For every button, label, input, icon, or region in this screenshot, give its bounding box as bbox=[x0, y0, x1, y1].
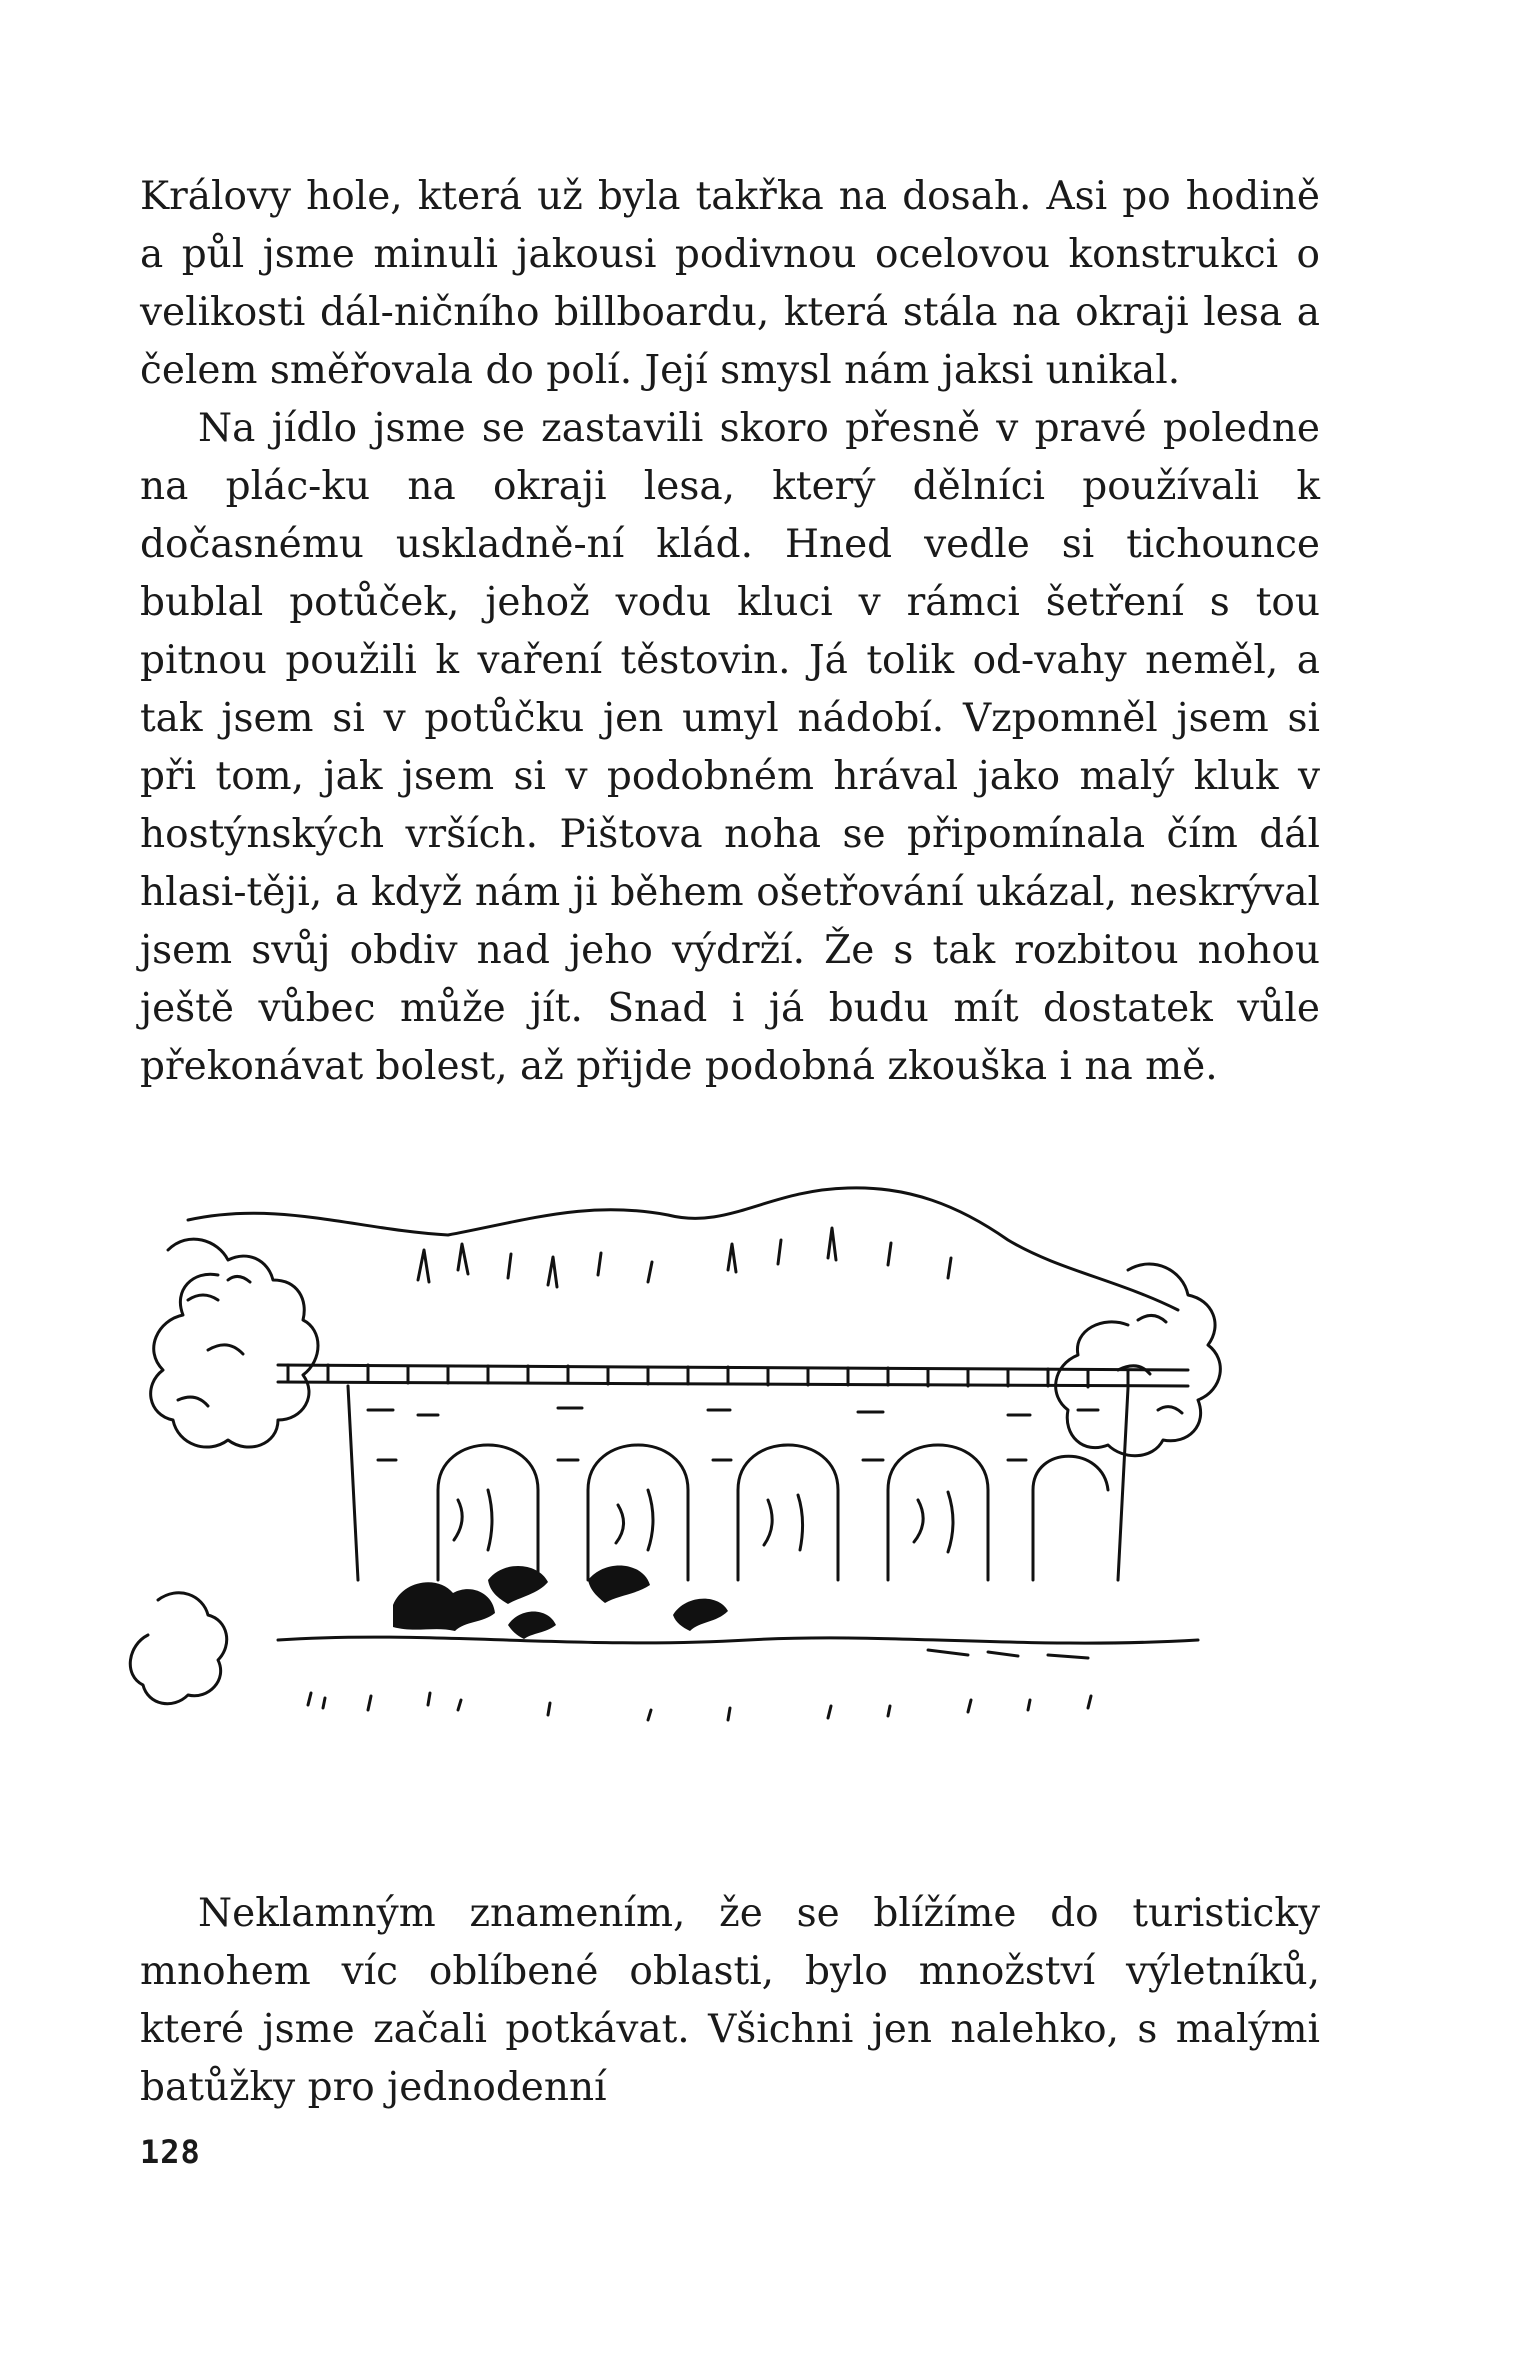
top-text-block bbox=[140, 168, 1320, 1096]
paragraph: Na jídlo jsme se zastavili skoro přesně v pravé poledne na plác-ku na okraji lesa, který dělníci používali k dočasnému uskladně-ní klád. Hned vedle si tichounce bublal potůček, jehož vodu kluci v rámci šetření s tou pitnou použili k vaření těstovin. Já tolik od-vahy neměl, a tak jsem si v potůčku jen umyl nádobí. Vzpomněl jsem si při tom, jak jsem si v podobném hrával jako malý kluk v hostýnských vrších. Pištova noha se připomínala čím dál hlasi-těji, a když nám ji během ošetřování ukázal, neskrýval jsem svůj obdiv nad jeho výdrží. Že s tak rozbitou nohou ještě vůbec může jít. Snad i já budu mít dostatek vůle překonávat bolest, až přijde podobná zkouška i na mě. bbox=[140, 406, 1320, 1089]
viaduct-illustration bbox=[128, 1160, 1258, 1780]
paragraph: Královy hole, která už byla takřka na dosah. Asi po hodině a půl jsme minuli jakousi podivnou ocelovou konstrukci o velikosti dál-ničního billboardu, která stála na okraji lesa a čelem směřovala do polí. Její smysl nám jaksi unikal. bbox=[140, 174, 1320, 393]
paragraph: Neklamným znamením, že se blížíme do turisticky mnohem víc oblíbené oblasti, bylo množství výletníků, které jsme začali potkávat. Všichni jen nalehko, s malými batůžky pro jednodenní bbox=[140, 1891, 1320, 2110]
bottom-text-block bbox=[140, 1885, 1320, 2117]
page-number: 128 bbox=[140, 2133, 201, 2171]
